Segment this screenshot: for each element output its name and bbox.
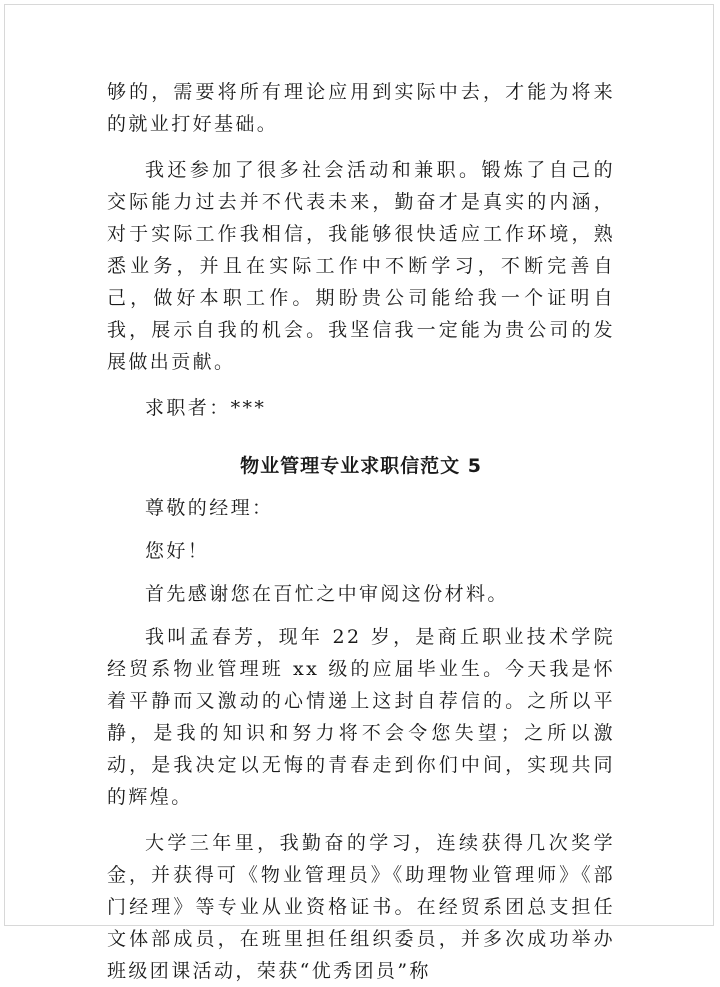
paragraph-continuation: 够的，需要将所有理论应用到实际中去，才能为将来的就业打好基础。 <box>107 81 615 135</box>
paragraph-activities: 我还参加了很多社会活动和兼职。锻炼了自己的交际能力过去并不代表未来，勤奋才是真实的内涵，对于实际工作我相信，我能够很快适应工作环境，熟悉业务，并且在实际工作中不断学习，不断完善自己，做好本职工作。期盼贵公司能给我一个证明自我，展示自我的机会。我坚信我一定能为贵公司的发展做出贡献。 <box>107 159 615 373</box>
section-title: 物业管理专业求职信范文 5 <box>240 455 482 477</box>
signature-line: 求职者：*** <box>145 397 267 419</box>
paragraph-introduction: 我叫孟春芳，现年 22 岁，是商丘职业技术学院经贸系物业管理班 xx 级的应届毕业生。今天我是怀着平静而又激动的心情递上这封自荐信的。之所以平静，是我的知识和努力将不会令您失望；之所以激动，是我决定以无悔的青春走到你们中间，实现共同的辉煌。 <box>107 626 615 808</box>
paragraph-university: 大学三年里，我勤奋的学习，连续获得几次奖学金，并获得可《物业管理员》《助理物业管理师》《部门经理》等专业从业资格证书。在经贸系团总支担任文体部成员，在班里担任组织委员，并多次成功举办班级团课活动，荣获“优秀团员”称 <box>107 832 615 982</box>
greeting: 您好！ <box>145 540 210 562</box>
paragraph-thanks: 首先感谢您在百忙之中审阅这份材料。 <box>145 583 509 605</box>
document-page <box>107 76 615 987</box>
salutation: 尊敬的经理： <box>145 497 274 519</box>
